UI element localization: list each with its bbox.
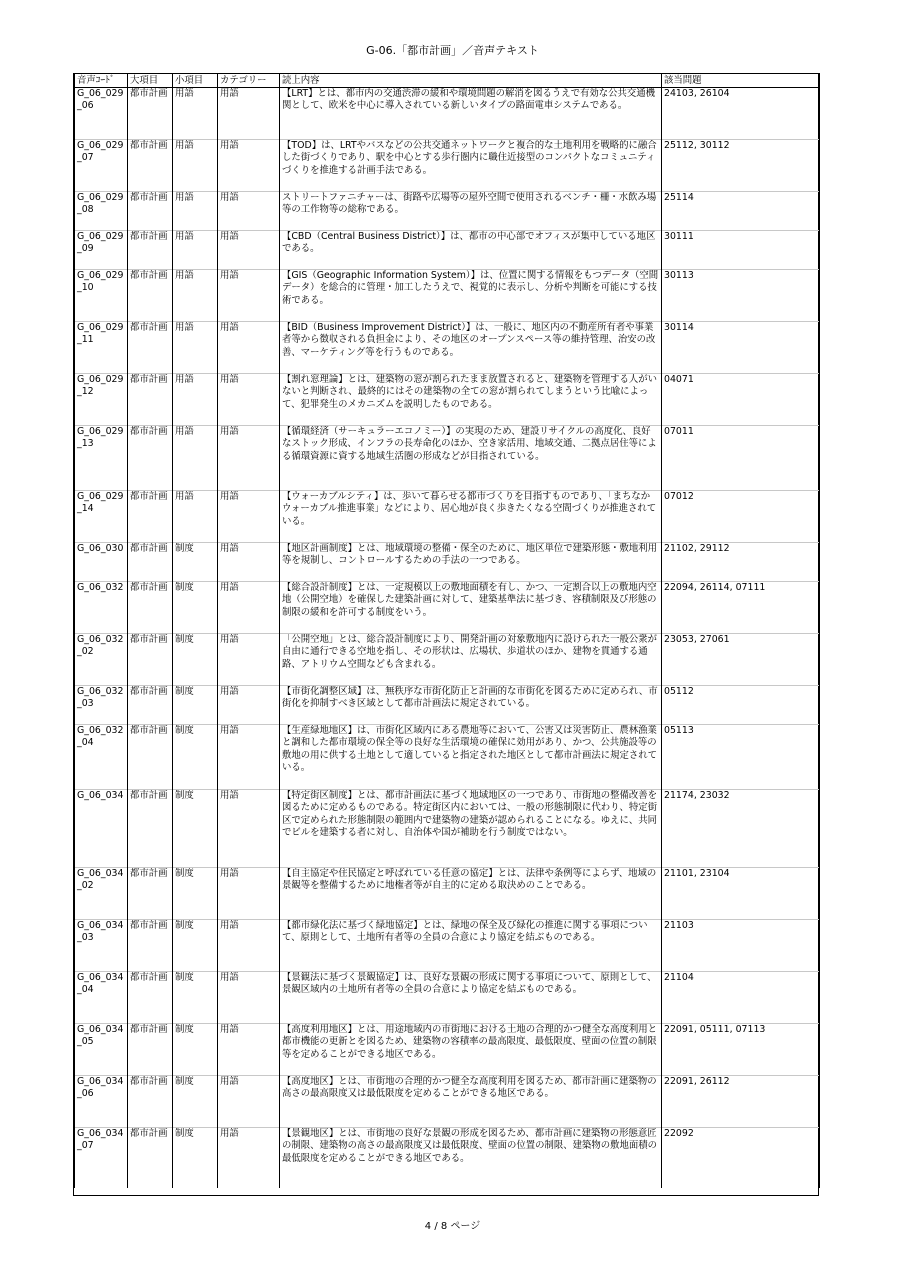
cell-major: 都市計画 [128, 868, 173, 920]
table-row [75, 426, 820, 491]
cell-content: 【LRT】とは、都市内の交通渋滞の緩和や環境問題の解消を図るうえで有効な公共交通機関として、欧米を中心に導入されている新しいタイプの路面電車システムである。 [280, 88, 662, 140]
cell-major: 都市計画 [128, 374, 173, 426]
table-row [75, 972, 820, 1024]
table-header-row [75, 74, 820, 88]
cell-code: G_06_029_07 [75, 140, 128, 192]
cell-content: 【総合設計制度】とは、一定規模以上の敷地面積を有し、かつ、一定割合以上の敷地内空地（公開空地）を確保した建築計画に対して、建築基準法に基づき、容積制限及び形態の制限の緩和を許可する制度をいう。 [280, 582, 662, 634]
table-row [75, 1024, 820, 1076]
cell-minor: 用語 [173, 192, 218, 231]
cell-category: 用語 [218, 686, 280, 725]
cell-questions: 21101, 23104 [662, 868, 820, 920]
cell-category: 用語 [218, 231, 280, 270]
cell-content: 【景観地区】とは、市街地の良好な景観の形成を図るため、都市計画に建築物の形態意匠の制限、建築物の高さの最高限度又は最低限度、壁面の位置の制限、建築物の敷地面積の最低限度を定めることができる地区である。 [280, 1128, 662, 1188]
cell-content: 【TOD】は、LRTやバスなどの公共交通ネットワークと複合的な土地利用を戦略的に融合した街づくりであり、駅を中心とする歩行圏内に職住近接型のコンパクトなコミュニティづくりを推進する計画手法である。 [280, 140, 662, 192]
table-row [75, 270, 820, 322]
cell-minor: 用語 [173, 374, 218, 426]
cell-minor: 用語 [173, 231, 218, 270]
cell-questions: 24103, 26104 [662, 88, 820, 140]
cell-content: 【CBD（Central Business District）】は、都市の中心部でオフィスが集中している地区である。 [280, 231, 662, 270]
cell-category: 用語 [218, 88, 280, 140]
cell-code: G_06_032 [75, 582, 128, 634]
cell-content: 【高度地区】とは、市街地の合理的かつ健全な高度利用を図るため、都市計画に建築物の高さの最高限度又は最低限度を定めることができる地区である。 [280, 1076, 662, 1128]
cell-category: 用語 [218, 920, 280, 972]
table-header [75, 74, 820, 88]
cell-major: 都市計画 [128, 920, 173, 972]
cell-questions: 22091, 05111, 07113 [662, 1024, 820, 1076]
cell-category: 用語 [218, 725, 280, 790]
table-row [75, 322, 820, 374]
cell-code: G_06_034 [75, 790, 128, 868]
cell-content: ストリートファニチャーは、街路や広場等の屋外空間で使用されるベンチ・柵・水飲み場等の工作物等の総称である。 [280, 192, 662, 231]
table-row [75, 543, 820, 582]
cell-category: 用語 [218, 270, 280, 322]
cell-content: 「公開空地」とは、総合設計制度により、開発計画の対象敷地内に設けられた一般公衆が自由に通行できる空地を指し、その形状は、広場状、歩道状のほか、建物を貫通する通路、アトリウム空間なども含まれる。 [280, 634, 662, 686]
table-body [75, 88, 820, 1188]
cell-code: G_06_029_10 [75, 270, 128, 322]
column-header-questions: 該当問題 [662, 74, 820, 88]
cell-code: G_06_029_09 [75, 231, 128, 270]
cell-code: G_06_034_02 [75, 868, 128, 920]
cell-code: G_06_029_14 [75, 491, 128, 543]
cell-code: G_06_032_03 [75, 686, 128, 725]
column-header-minor: 小項目 [173, 74, 218, 88]
cell-minor: 制度 [173, 972, 218, 1024]
cell-major: 都市計画 [128, 1024, 173, 1076]
table-row [75, 1076, 820, 1128]
cell-category: 用語 [218, 1076, 280, 1128]
table-row [75, 868, 820, 920]
cell-major: 都市計画 [128, 790, 173, 868]
cell-major: 都市計画 [128, 582, 173, 634]
cell-questions: 21104 [662, 972, 820, 1024]
cell-questions: 21103 [662, 920, 820, 972]
page-footer-number: 4 / 8 ページ [424, 1221, 481, 1232]
cell-major: 都市計画 [128, 140, 173, 192]
cell-category: 用語 [218, 491, 280, 543]
cell-content: 【BID（Business Improvement District）】は、一般に、地区内の不動産所有者や事業者等から徴収される負担金により、その地区のオープンスペース等の維持管理、治安の改善、マーケティング等を行うものである。 [280, 322, 662, 374]
cell-minor: 制度 [173, 634, 218, 686]
cell-category: 用語 [218, 426, 280, 491]
table-row [75, 582, 820, 634]
cell-major: 都市計画 [128, 543, 173, 582]
cell-questions: 22091, 26112 [662, 1076, 820, 1128]
cell-content: 【景観法に基づく景観協定】は、良好な景観の形成に関する事項について、原則として、景観区域内の土地所有者等の全員の合意により協定を結ぶものである。 [280, 972, 662, 1024]
cell-minor: 制度 [173, 686, 218, 725]
table-row [75, 140, 820, 192]
table-row [75, 231, 820, 270]
cell-minor: 用語 [173, 322, 218, 374]
cell-code: G_06_032_02 [75, 634, 128, 686]
cell-major: 都市計画 [128, 634, 173, 686]
cell-major: 都市計画 [128, 686, 173, 725]
cell-code: G_06_034_03 [75, 920, 128, 972]
cell-category: 用語 [218, 972, 280, 1024]
table-row [75, 790, 820, 868]
cell-content: 【高度利用地区】とは、用途地域内の市街地における土地の合理的かつ健全な高度利用と都市機能の更新とを図るため、建築物の容積率の最高限度、最低限度、壁面の位置の制限等を定めることができる地区である。 [280, 1024, 662, 1076]
cell-questions: 30111 [662, 231, 820, 270]
cell-code: G_06_034_04 [75, 972, 128, 1024]
cell-minor: 制度 [173, 1024, 218, 1076]
cell-major: 都市計画 [128, 231, 173, 270]
table-row [75, 192, 820, 231]
cell-minor: 制度 [173, 790, 218, 868]
cell-code: G_06_029_13 [75, 426, 128, 491]
cell-major: 都市計画 [128, 491, 173, 543]
cell-minor: 制度 [173, 920, 218, 972]
cell-category: 用語 [218, 1128, 280, 1188]
cell-questions: 23053, 27061 [662, 634, 820, 686]
cell-content: 【GIS（Geographic Information System）】は、位置に関する情報をもつデータ（空間データ）を総合的に管理・加工したうえで、視覚的に表示し、分析や判断を可能にする技術である。 [280, 270, 662, 322]
cell-category: 用語 [218, 374, 280, 426]
cell-category: 用語 [218, 322, 280, 374]
cell-minor: 制度 [173, 543, 218, 582]
cell-minor: 用語 [173, 88, 218, 140]
cell-content: 【地区計画制度】とは、地域環境の整備・保全のために、地区単位で建築形態・敷地利用等を規制し、コントロールするための手法の一つである。 [280, 543, 662, 582]
cell-questions: 04071 [662, 374, 820, 426]
cell-questions: 21174, 23032 [662, 790, 820, 868]
cell-category: 用語 [218, 140, 280, 192]
table-row [75, 686, 820, 725]
cell-major: 都市計画 [128, 192, 173, 231]
table-row [75, 1128, 820, 1188]
cell-code: G_06_029_06 [75, 88, 128, 140]
audio-text-table [74, 73, 820, 1188]
cell-questions: 22092 [662, 1128, 820, 1188]
table-row [75, 491, 820, 543]
cell-code: G_06_029_11 [75, 322, 128, 374]
cell-code: G_06_034_06 [75, 1076, 128, 1128]
cell-content: 【割れ窓理論】とは、建築物の窓が割られたまま放置されると、建築物を管理する人がいないと判断され、最終的にはその建築物の全ての窓が割られてしまうという比喩によって、犯罪発生のメカニズムを説明したものである。 [280, 374, 662, 426]
cell-category: 用語 [218, 192, 280, 231]
column-header-major: 大項目 [128, 74, 173, 88]
cell-major: 都市計画 [128, 1128, 173, 1188]
cell-major: 都市計画 [128, 270, 173, 322]
column-header-content: 読上内容 [280, 74, 662, 88]
cell-major: 都市計画 [128, 725, 173, 790]
cell-category: 用語 [218, 634, 280, 686]
cell-questions: 07012 [662, 491, 820, 543]
cell-category: 用語 [218, 790, 280, 868]
cell-content: 【都市緑化法に基づく緑地協定】とは、緑地の保全及び緑化の推進に関する事項について、原則として、土地所有者等の全員の合意により協定を結ぶものである。 [280, 920, 662, 972]
cell-minor: 用語 [173, 270, 218, 322]
cell-questions: 05112 [662, 686, 820, 725]
cell-major: 都市計画 [128, 88, 173, 140]
cell-major: 都市計画 [128, 426, 173, 491]
cell-content: 【ウォーカブルシティ】は、歩いて暮らせる都市づくりを目指すものであり、「まちなかウォーカブル推進事業」などにより、居心地が良く歩きたくなる空間づくりが推進されている。 [280, 491, 662, 543]
column-header-code: 音声ｺｰﾄﾞ [75, 74, 128, 88]
cell-questions: 21102, 29112 [662, 543, 820, 582]
page-header-title: G-06.「都市計画」／音声テキスト [366, 44, 539, 57]
cell-code: G_06_032_04 [75, 725, 128, 790]
cell-minor: 制度 [173, 1128, 218, 1188]
table-row [75, 725, 820, 790]
audio-text-table-container [73, 73, 819, 1196]
column-header-category: カテゴリー [218, 74, 280, 88]
cell-content: 【特定街区制度】とは、都市計画法に基づく地域地区の一つであり、市街地の整備改善を図るために定めるものである。特定街区内においては、一般の形態制限に代わり、特定街区で定められた形態制限の範囲内で建築物の建築が認められることになる。ゆえに、共同でビルを建築する者に対し、自治体や国が補助を行う制度ではない。 [280, 790, 662, 868]
table-row [75, 634, 820, 686]
table-row [75, 920, 820, 972]
cell-code: G_06_034_05 [75, 1024, 128, 1076]
cell-minor: 制度 [173, 582, 218, 634]
cell-questions: 22094, 26114, 07111 [662, 582, 820, 634]
cell-category: 用語 [218, 868, 280, 920]
cell-major: 都市計画 [128, 322, 173, 374]
cell-content: 【市街化調整区域】は、無秩序な市街化防止と計画的な市街化を図るために定められ、市街化を抑制すべき区域として都市計画法に規定されている。 [280, 686, 662, 725]
cell-category: 用語 [218, 1024, 280, 1076]
table-row [75, 88, 820, 140]
cell-minor: 制度 [173, 1076, 218, 1128]
cell-questions: 30113 [662, 270, 820, 322]
cell-code: G_06_034_07 [75, 1128, 128, 1188]
cell-questions: 25114 [662, 192, 820, 231]
cell-major: 都市計画 [128, 1076, 173, 1128]
cell-minor: 用語 [173, 426, 218, 491]
cell-minor: 用語 [173, 491, 218, 543]
cell-questions: 30114 [662, 322, 820, 374]
cell-questions: 05113 [662, 725, 820, 790]
cell-minor: 用語 [173, 140, 218, 192]
cell-questions: 25112, 30112 [662, 140, 820, 192]
cell-content: 【循環経済（サーキュラーエコノミー）】の実現のため、建設リサイクルの高度化、良好なストック形成、インフラの長寿命化のほか、空き家活用、地域交通、二拠点居住等による循環資源に資する地域生活圏の形成などが目指されている。 [280, 426, 662, 491]
cell-category: 用語 [218, 543, 280, 582]
cell-code: G_06_029_08 [75, 192, 128, 231]
cell-content: 【生産緑地地区】は、市街化区域内にある農地等において、公害又は災害防止、農林漁業と調和した都市環境の保全等の良好な生活環境の確保に効用があり、かつ、公共施設等の敷地の用に供する土地として適していると指定された地区として都市計画法に規定されている。 [280, 725, 662, 790]
cell-category: 用語 [218, 582, 280, 634]
cell-content: 【自主協定や住民協定と呼ばれている任意の協定】とは、法律や条例等によらず、地域の景観等を整備するために地権者等が自主的に定める取決めのことである。 [280, 868, 662, 920]
table-row [75, 374, 820, 426]
cell-code: G_06_029_12 [75, 374, 128, 426]
cell-questions: 07011 [662, 426, 820, 491]
cell-major: 都市計画 [128, 972, 173, 1024]
cell-minor: 制度 [173, 725, 218, 790]
cell-minor: 制度 [173, 868, 218, 920]
cell-code: G_06_030 [75, 543, 128, 582]
